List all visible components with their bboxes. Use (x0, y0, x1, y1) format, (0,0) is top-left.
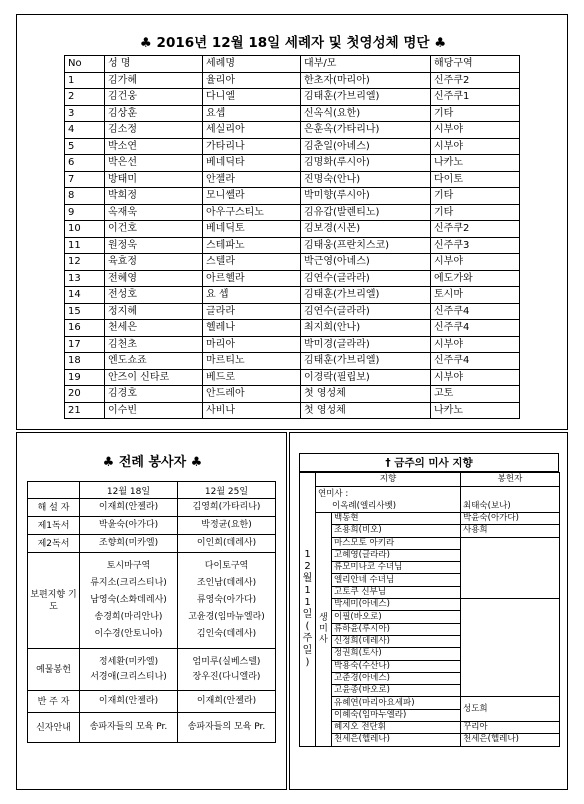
row-district: 나카노 (431, 155, 520, 172)
row-district: 기타 (431, 188, 520, 205)
baptism-list-title: ♣ 2016년 12월 18일 세례자 및 첫영성체 명단 ♣ (139, 35, 447, 51)
mass-header-offerer: 봉헌자 (461, 473, 560, 487)
row-name: 엔도쇼죠 (105, 353, 203, 370)
baptism-row (65, 122, 520, 139)
baptism-row (65, 171, 520, 188)
servers-date-2: 12월 25일 (178, 482, 276, 499)
server-row (28, 553, 276, 649)
row-no: 3 (65, 105, 105, 122)
server-role-label: 해 설 자 (28, 499, 80, 517)
mass-first-intention (316, 487, 461, 513)
server-names-b (178, 517, 276, 535)
intention-name: 신정희(데레사) (332, 635, 461, 647)
server-row (28, 499, 276, 517)
intention-name: 류하윤(루시아) (332, 623, 461, 635)
row-baptism-name: 가타리나 (203, 138, 301, 155)
server-name: 이재희(안젤라) (98, 502, 159, 512)
intention-offerer: 꾸리아 (461, 722, 560, 734)
intention-name: 백동현 (332, 513, 461, 525)
server-names-a (80, 535, 178, 553)
baptism-row (65, 353, 520, 370)
row-no: 12 (65, 254, 105, 271)
row-no: 19 (65, 369, 105, 386)
servers-title: ♣ 전례 봉사자 ♣ (102, 455, 203, 470)
row-no: 15 (65, 303, 105, 320)
baptism-row (65, 270, 520, 287)
baptism-row (65, 369, 520, 386)
server-name: 송경희(마리안나) (94, 612, 163, 622)
row-godparent: 김명화(루시아) (301, 155, 431, 172)
intention-name: 천세은(헬레나) (332, 734, 461, 746)
server-names-a (80, 499, 178, 517)
row-name: 전성호 (105, 287, 203, 304)
row-godparent: 김태훈(가브리엘) (301, 287, 431, 304)
mass-intention-row (300, 537, 560, 549)
row-baptism-name: 스텔라 (203, 254, 301, 271)
baptism-row (65, 237, 520, 254)
row-baptism-name: 요셉 (203, 105, 301, 122)
row-baptism-name: 아우구스티노 (203, 204, 301, 221)
server-name: 조향희(미카엘) (98, 538, 159, 548)
requiem-name: 이옥례(엘리사벳) (332, 500, 397, 511)
row-godparent: 김연수(글라라) (301, 270, 431, 287)
row-no: 21 (65, 402, 105, 419)
row-godparent: 김보경(시몬) (301, 221, 431, 238)
row-no: 14 (65, 287, 105, 304)
server-names-a (80, 517, 178, 535)
row-name: 옥재욱 (105, 204, 203, 221)
row-name: 박은선 (105, 155, 203, 172)
row-name: 이수빈 (105, 402, 203, 419)
row-district: 시부야 (431, 138, 520, 155)
row-baptism-name: 모니쎌라 (203, 188, 301, 205)
mass-first-row (300, 487, 560, 513)
intention-name: 고토쿠 신부님 (332, 586, 461, 598)
baptism-row (65, 188, 520, 205)
server-names-a (80, 553, 178, 649)
mass-first-offerer: 최태숙(보나) (461, 487, 560, 513)
col-godparent: 대부/모 (301, 56, 431, 73)
row-district: 신주쿠2 (431, 221, 520, 238)
row-godparent: 박미향(루시아) (301, 188, 431, 205)
intention-name: 박용숙(수산나) (332, 660, 461, 672)
row-baptism-name: 안젤라 (203, 171, 301, 188)
baptism-row (65, 221, 520, 238)
row-godparent: 김태훈(가브리엘) (301, 353, 431, 370)
col-baptism-name: 세례명 (203, 56, 301, 73)
row-godparent: 은훈옥(가타리나) (301, 122, 431, 139)
row-district: 신주쿠2 (431, 72, 520, 89)
mass-intentions-table (299, 472, 560, 747)
row-name: 전혜영 (105, 270, 203, 287)
row-godparent: 김태훈(가브리엘) (301, 89, 431, 106)
row-baptism-name: 아르헬라 (203, 270, 301, 287)
row-godparent: 이경락(필립보) (301, 369, 431, 386)
requiem-label: 연미사 : (318, 488, 349, 499)
server-name: 박윤숙(아가다) (98, 520, 159, 530)
row-district: 시부야 (431, 254, 520, 271)
mass-intention-row (300, 513, 560, 525)
row-name: 박소연 (105, 138, 203, 155)
baptism-row (65, 204, 520, 221)
baptism-row (65, 72, 520, 89)
server-name: 이재희(안젤라) (196, 696, 257, 706)
intention-name: 이혜숙(임마누엘라) (332, 709, 461, 721)
baptism-row (65, 89, 520, 106)
server-name: 박정균(요한) (201, 520, 252, 530)
row-baptism-name: 헬레나 (203, 320, 301, 337)
row-baptism-name: 사비나 (203, 402, 301, 419)
row-no: 11 (65, 237, 105, 254)
row-baptism-name: 글라라 (203, 303, 301, 320)
intention-name: 조용희(비오) (332, 525, 461, 537)
intention-name: 혜지오 전단휘 (332, 722, 461, 734)
baptism-row (65, 155, 520, 172)
server-name: 조인남(데레사) (196, 578, 257, 588)
row-name: 원정욱 (105, 237, 203, 254)
row-district: 시부야 (431, 336, 520, 353)
row-district: 에도가와 (431, 270, 520, 287)
row-godparent: 첫 영성체 (301, 386, 431, 403)
row-name: 천세은 (105, 320, 203, 337)
server-name: 정세환(미카엘) (98, 656, 159, 667)
intention-name: 류모미나코 수녀님 (332, 562, 461, 574)
row-district: 고토 (431, 386, 520, 403)
row-no: 13 (65, 270, 105, 287)
row-no: 4 (65, 122, 105, 139)
liturgy-servers-section (16, 432, 287, 790)
row-name: 김소정 (105, 122, 203, 139)
row-district: 신주쿠1 (431, 89, 520, 106)
mass-intentions-title: † 금주의 미사 지향 (299, 453, 559, 472)
row-no: 2 (65, 89, 105, 106)
server-names-b (178, 535, 276, 553)
row-name: 정지혜 (105, 303, 203, 320)
row-name: 김천초 (105, 336, 203, 353)
row-godparent: 박미경(글라라) (301, 336, 431, 353)
row-no: 20 (65, 386, 105, 403)
mass-header-row (300, 473, 560, 487)
baptism-row (65, 336, 520, 353)
server-role-label: 제2독서 (28, 535, 80, 553)
baptism-row (65, 320, 520, 337)
intention-offerer: 박윤숙(아가다) (461, 513, 560, 525)
server-names-a (80, 691, 178, 713)
row-district: 나카노 (431, 402, 520, 419)
intention-name: 고윤종(바오로) (332, 685, 461, 697)
row-district: 기타 (431, 204, 520, 221)
row-name: 방태미 (105, 171, 203, 188)
server-names-b (178, 553, 276, 649)
mass-date-label (300, 473, 316, 747)
row-godparent: 진명숙(안나) (301, 171, 431, 188)
mass-group-label (316, 513, 332, 747)
server-name: 남영숙(소화데레사) (90, 595, 167, 605)
server-name: 이인희(데레사) (196, 538, 257, 548)
baptism-table (64, 55, 520, 419)
row-district: 신주쿠4 (431, 353, 520, 370)
servers-table (27, 481, 276, 743)
mass-intention-row (300, 697, 560, 709)
server-names-a (80, 649, 178, 691)
row-godparent: 박근영(아녜스) (301, 254, 431, 271)
row-name: 김건웅 (105, 89, 203, 106)
server-name: 고윤경(임마뉴엘라) (188, 612, 265, 622)
row-no: 9 (65, 204, 105, 221)
server-row (28, 649, 276, 691)
server-name: 송파자들의 모육 Pr. (89, 722, 168, 732)
row-baptism-name: 베네딕타 (203, 155, 301, 172)
row-no: 5 (65, 138, 105, 155)
row-godparent: 김춘일(아녜스) (301, 138, 431, 155)
row-baptism-name: 마리아 (203, 336, 301, 353)
servers-header-row (28, 482, 276, 499)
row-baptism-name: 마르티노 (203, 353, 301, 370)
intention-name: 마스모토 아키라 (332, 537, 461, 549)
row-name: 육효정 (105, 254, 203, 271)
row-no: 8 (65, 188, 105, 205)
row-district: 신주쿠4 (431, 303, 520, 320)
mass-intentions-section (289, 432, 568, 790)
mass-group-text: 생미사 (319, 612, 328, 645)
baptism-row (65, 287, 520, 304)
baptism-row (65, 105, 520, 122)
baptism-row (65, 254, 520, 271)
row-baptism-name: 안드레아 (203, 386, 301, 403)
server-name: 엄미루(실베스텔) (192, 656, 261, 667)
row-baptism-name: 베드로 (203, 369, 301, 386)
row-baptism-name: 요 셉 (203, 287, 301, 304)
row-no: 17 (65, 336, 105, 353)
intention-name: 유혜연(마리아요세파) (332, 697, 461, 709)
row-godparent: 김유갑(발렌티노) (301, 204, 431, 221)
row-baptism-name: 율리아 (203, 72, 301, 89)
intention-offerer: 사용희 (461, 525, 560, 537)
intention-offerer (461, 599, 560, 697)
server-names-b (178, 713, 276, 743)
baptism-list-section (16, 14, 568, 430)
intention-offerer (461, 537, 560, 598)
server-row (28, 517, 276, 535)
row-godparent: 신옥식(요한) (301, 105, 431, 122)
server-names-b (178, 691, 276, 713)
row-baptism-name: 스테파노 (203, 237, 301, 254)
server-role-label: 제1독서 (28, 517, 80, 535)
row-name: 김경호 (105, 386, 203, 403)
row-name: 안즈이 신타로 (105, 369, 203, 386)
server-names-b (178, 649, 276, 691)
col-no: No (65, 56, 105, 73)
intention-offerer: 성도희 (461, 697, 560, 722)
server-name: 김영희(가타리나) (192, 502, 261, 512)
row-godparent: 첫 영성체 (301, 402, 431, 419)
row-godparent: 한초자(마리아) (301, 72, 431, 89)
server-row (28, 691, 276, 713)
server-role-label: 반 주 자 (28, 691, 80, 713)
intention-name: 정권희(토사) (332, 648, 461, 660)
row-no: 7 (65, 171, 105, 188)
mass-intention-row (300, 599, 560, 611)
server-name: 서경애(크리스티나) (90, 671, 167, 682)
row-district: 시부야 (431, 122, 520, 139)
server-role-label: 보편지향 기 도 (28, 553, 80, 649)
row-godparent: 김태웅(프란치스코) (301, 237, 431, 254)
mass-date-text: 12월 11일 ( 주일 ) (302, 549, 313, 669)
server-role-label: 예물봉헌 (28, 649, 80, 691)
intention-name: 고준경(아녜스) (332, 672, 461, 684)
row-godparent: 김연수(글라라) (301, 303, 431, 320)
server-name: 류영숙(아가다) (196, 595, 257, 605)
intention-name: 엘리안네 수녀님 (332, 574, 461, 586)
server-name: 장우진(다니엘라) (192, 671, 261, 682)
mass-intention-row (300, 734, 560, 746)
server-row (28, 713, 276, 743)
baptism-table-header (65, 56, 520, 73)
intention-name: 고혜영(글라라) (332, 549, 461, 561)
row-name: 김가혜 (105, 72, 203, 89)
row-baptism-name: 세실리아 (203, 122, 301, 139)
baptism-row (65, 386, 520, 403)
server-name: 토시마구역 (106, 561, 151, 571)
row-district: 다이토 (431, 171, 520, 188)
server-name: 이수경(안토니아) (94, 629, 163, 639)
row-godparent: 최지희(안나) (301, 320, 431, 337)
row-name: 김상훈 (105, 105, 203, 122)
row-district: 토시마 (431, 287, 520, 304)
server-name: 송파자들의 모육 Pr. (187, 722, 266, 732)
col-district: 해당구역 (431, 56, 520, 73)
server-names-b (178, 499, 276, 517)
intention-offerer: 천세은(헬레나) (461, 734, 560, 746)
row-baptism-name: 다니엘 (203, 89, 301, 106)
row-district: 기타 (431, 105, 520, 122)
row-district: 신주쿠4 (431, 320, 520, 337)
row-no: 16 (65, 320, 105, 337)
row-no: 1 (65, 72, 105, 89)
col-name: 성 명 (105, 56, 203, 73)
intention-name: 이필(바오로) (332, 611, 461, 623)
server-names-a (80, 713, 178, 743)
row-name: 박희정 (105, 188, 203, 205)
row-no: 18 (65, 353, 105, 370)
server-name: 이재희(안젤라) (98, 696, 159, 706)
mass-header-intention: 지향 (316, 473, 461, 487)
row-district: 신주쿠3 (431, 237, 520, 254)
baptism-row (65, 402, 520, 419)
baptism-row (65, 303, 520, 320)
mass-intention-row (300, 722, 560, 734)
servers-header-blank (28, 482, 80, 499)
mass-intention-row (300, 525, 560, 537)
server-name: 류지소(크리스티나) (90, 578, 167, 588)
server-name: 김인숙(데레사) (196, 629, 257, 639)
servers-date-1: 12월 18일 (80, 482, 178, 499)
server-row (28, 535, 276, 553)
row-no: 6 (65, 155, 105, 172)
row-name: 이건호 (105, 221, 203, 238)
server-name: 다이토구역 (204, 561, 249, 571)
intention-name: 박세미(아녜스) (332, 599, 461, 611)
row-no: 10 (65, 221, 105, 238)
row-baptism-name: 베네딕토 (203, 221, 301, 238)
server-role-label: 신자안내 (28, 713, 80, 743)
baptism-row (65, 138, 520, 155)
row-district: 시부야 (431, 369, 520, 386)
